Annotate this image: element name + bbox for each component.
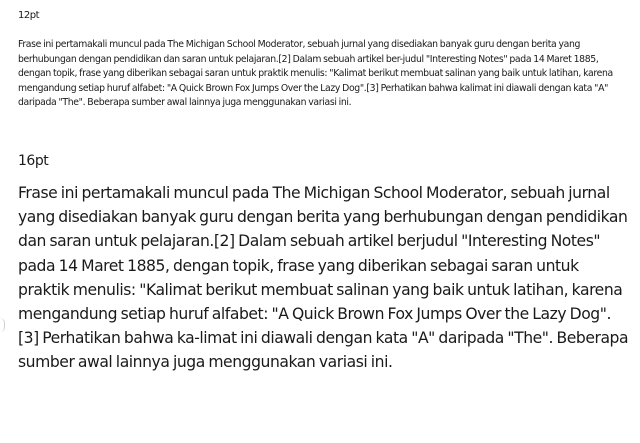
left-edge-mark [0,318,5,332]
size-label-12pt: 12pt [18,10,39,21]
sample-paragraph-16pt: Frase ini pertamakali muncul pada The Michigan School Moderator, sebuah jurnal yang disediakan banyak guru dengan berita yang berhubungan dengan pendidikan dan saran untuk pelajaran.[2] Dalam sebuah artikel berjudul "Interesting Notes" pada 14 Maret 1885, dengan topik, frase yang diberikan sebagai saran untuk praktik menulis: "Kalimat berikut membuat salinan yang baik untuk latihan, karena mengandung setiap huruf alfabet: "A Quick Brown Fox Jumps Over the Lazy Dog".[3] Perhatikan bahwa ka-limat ini diawali dengan kata "A" daripada "The". Beberapa sumber awal lainnya juga menggunakan variasi ini. [18,184,629,372]
size-label-16pt: 16pt [18,153,49,169]
sample-paragraph-12pt: Frase ini pertamakali muncul pada The Michigan School Moderator, sebuah jurnal yang disediakan banyak guru dengan berita yang berhubungan dengan pendidikan dan saran untuk pelajaran.[2] Dalam sebuah artikel ber-judul "Interesting Notes" pada 14 Maret 1885, dengan topik, frase yang diberikan sebagai saran untuk praktik menulis: "Kalimat berikut membuat salinan yang baik untuk latihan, karena mengandung setiap huruf alfabet: "A Quick Brown Fox Jumps Over the Lazy Dog".[3] Perhatikan bahwa kalimat ini diawali dengan kata "A" daripada "The". Beberapa sumber awal lainnya juga menggunakan variasi ini. [18,39,613,108]
